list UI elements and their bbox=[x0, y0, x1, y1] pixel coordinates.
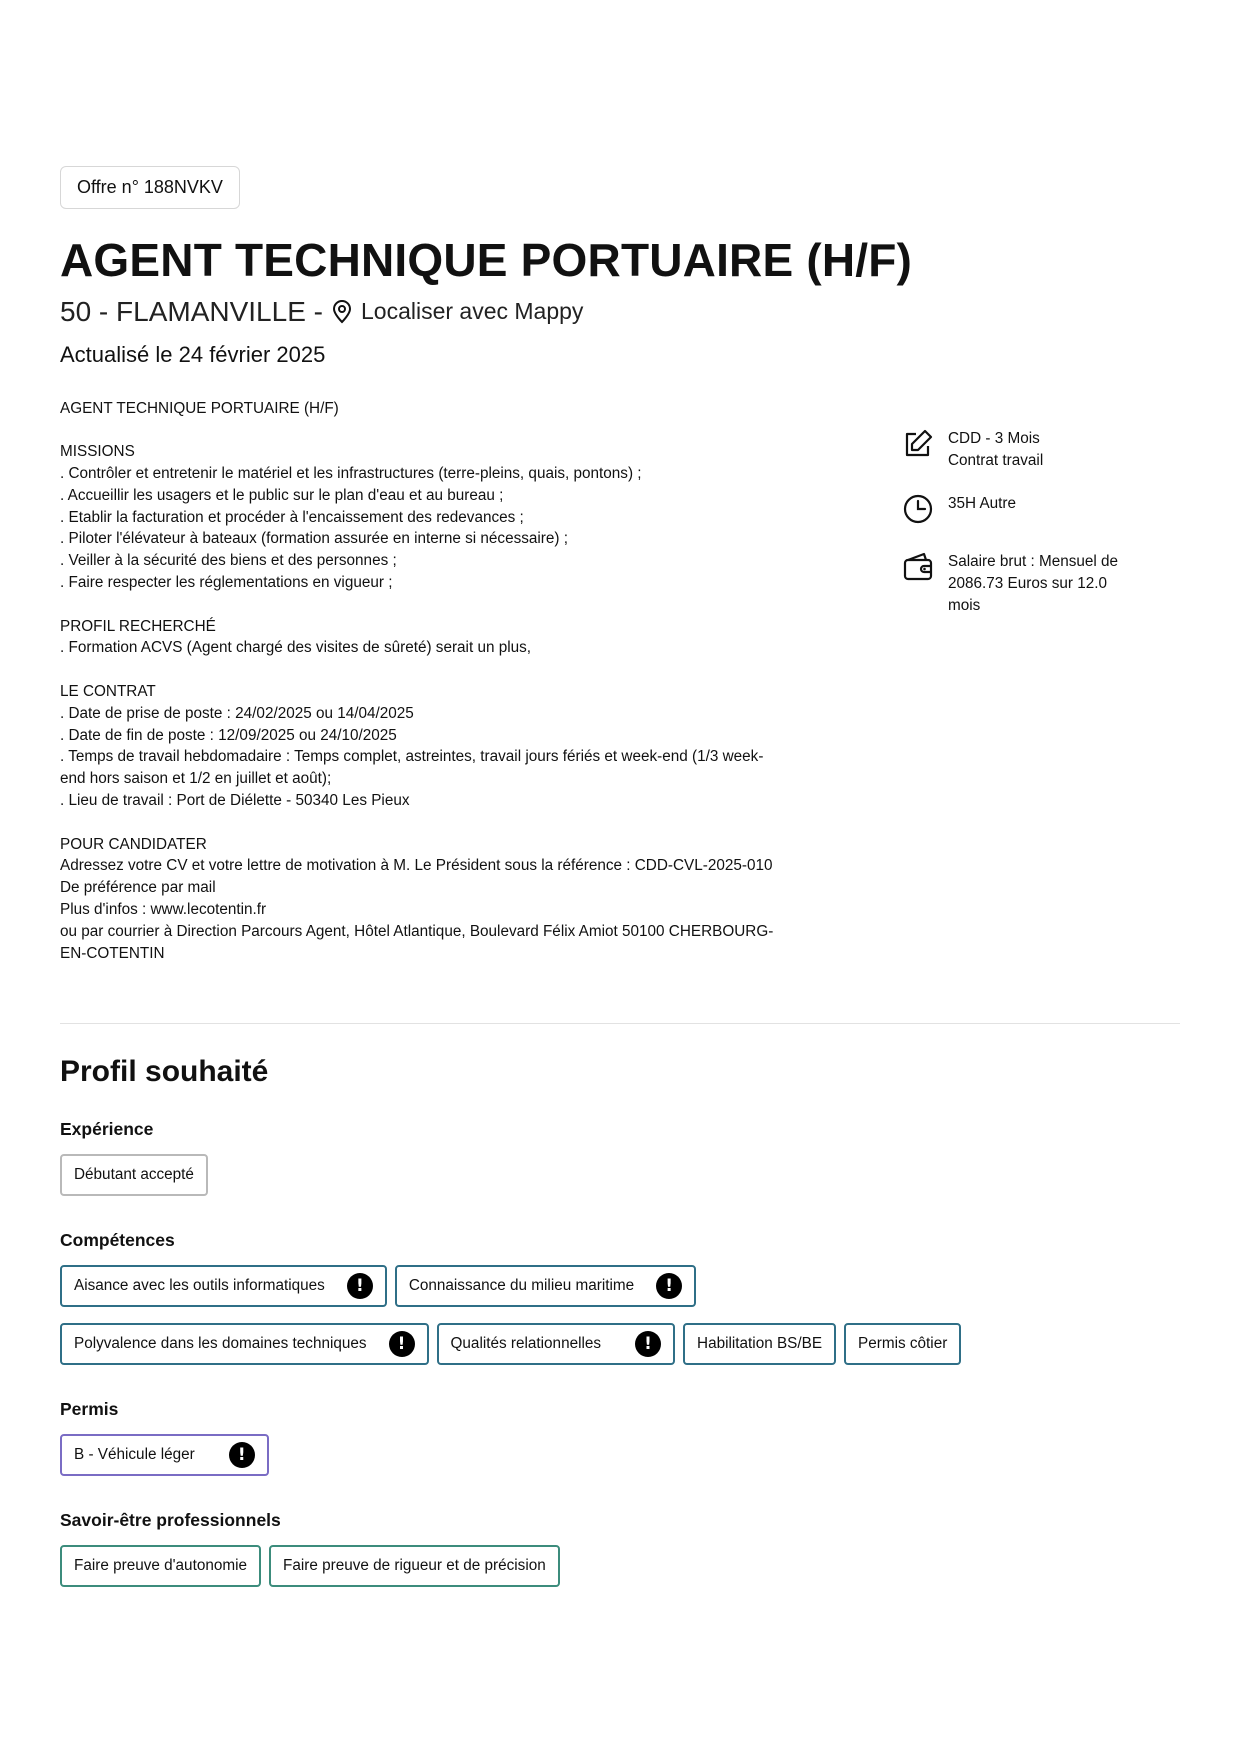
salary-line-2: 2086.73 Euros sur 12.0 bbox=[948, 574, 1108, 592]
description-line: Plus d'infos : www.lecotentin.fr bbox=[60, 900, 267, 918]
description-spacer bbox=[60, 419, 790, 441]
required-alert-icon[interactable]: ! bbox=[229, 1442, 255, 1468]
description-line: POUR CANDIDATER bbox=[60, 835, 207, 853]
wallet-icon bbox=[902, 551, 948, 588]
offer-description bbox=[60, 398, 790, 965]
skill-tag bbox=[683, 1323, 836, 1365]
soft-skill-tag: Faire preuve d'autonomie bbox=[60, 1545, 261, 1587]
skills-title: Compétences bbox=[60, 1230, 175, 1250]
description-line: ou par courrier à Direction Parcours Agent, Hôtel Atlantique, Boulevard Félix Amiot 50100 CHERBOURG- bbox=[60, 922, 774, 940]
skill-tag-label: Aisance avec les outils informatiques bbox=[74, 1277, 325, 1294]
description-line: MISSIONS bbox=[60, 443, 135, 461]
description-line: . Piloter l'élévateur à bateaux (formation assurée en interne si nécessaire) ; bbox=[60, 530, 568, 548]
salary-line-3: mois bbox=[948, 596, 981, 614]
description-line: . Date de prise de poste : 24/02/2025 ou 14/04/2025 bbox=[60, 704, 414, 722]
required-alert-icon[interactable]: ! bbox=[656, 1273, 682, 1299]
mappy-link[interactable]: Localiser avec Mappy bbox=[360, 298, 584, 325]
description-line: De préférence par mail bbox=[60, 879, 216, 897]
skill-tag bbox=[395, 1265, 696, 1307]
soft-skills-tags bbox=[60, 1545, 1060, 1587]
experience-tag: Débutant accepté bbox=[60, 1154, 208, 1196]
skill-tag-label: Qualités relationnelles bbox=[450, 1335, 602, 1352]
description-line: . Veiller à la sécurité des biens et des personnes ; bbox=[60, 552, 397, 570]
skill-tag-label: Permis côtier bbox=[858, 1335, 948, 1352]
offer-number-badge: Offre n° 188NVKV bbox=[60, 166, 240, 209]
description-line: . Lieu de travail : Port de Diélette - 50340 Les Pieux bbox=[60, 791, 410, 809]
description-line: PROFIL RECHERCHÉ bbox=[60, 617, 216, 635]
contract-nature: Contrat travail bbox=[948, 451, 1044, 469]
required-alert-icon[interactable]: ! bbox=[389, 1331, 415, 1357]
description-line: LE CONTRAT bbox=[60, 682, 156, 700]
licence-tag-label: B - Véhicule léger bbox=[74, 1446, 195, 1463]
description-line: EN-COTENTIN bbox=[60, 944, 165, 962]
experience-tags bbox=[60, 1154, 1060, 1196]
contract-type: CDD - 3 Mois bbox=[948, 429, 1040, 447]
salary-line-1: Salaire brut : Mensuel de bbox=[948, 552, 1119, 570]
hours-info bbox=[902, 493, 1142, 530]
skill-tag bbox=[60, 1323, 429, 1365]
licence-tags bbox=[60, 1434, 1060, 1476]
licence-title: Permis bbox=[60, 1399, 119, 1419]
experience-title: Expérience bbox=[60, 1119, 154, 1139]
section-divider bbox=[60, 1023, 1180, 1024]
skill-tag bbox=[437, 1323, 676, 1365]
description-line: . Accueillir les usagers et le public sur le plan d'eau et au bureau ; bbox=[60, 486, 504, 504]
offer-summary bbox=[902, 428, 1142, 638]
offer-content bbox=[60, 398, 1180, 965]
soft-skills-title: Savoir-être professionnels bbox=[60, 1510, 281, 1530]
description-line: . Date de fin de poste : 12/09/2025 ou 24/10/2025 bbox=[60, 726, 397, 744]
skill-tag-label: Connaissance du milieu maritime bbox=[408, 1277, 635, 1294]
description-line: Adressez votre CV et votre lettre de motivation à M. Le Président sous la référence : CDD-CVL-2025-010 bbox=[60, 857, 773, 875]
profile-heading: Profil souhaité bbox=[60, 1055, 269, 1088]
update-date: Actualisé le 24 février 2025 bbox=[60, 341, 326, 367]
skills-tags bbox=[60, 1265, 1060, 1365]
skill-tag bbox=[60, 1265, 387, 1307]
location-pin-icon[interactable] bbox=[331, 300, 353, 324]
description-line: . Temps de travail hebdomadaire : Temps complet, astreintes, travail jours fériés et week-end (1/3 week- bbox=[60, 748, 764, 766]
required-alert-icon[interactable]: ! bbox=[635, 1331, 661, 1357]
soft-skill-tag: Faire preuve de rigueur et de précision bbox=[269, 1545, 560, 1587]
contract-info bbox=[902, 428, 1142, 472]
description-spacer bbox=[60, 594, 790, 616]
description-line: AGENT TECHNIQUE PORTUAIRE (H/F) bbox=[60, 399, 339, 417]
skill-tag-label: Habilitation BS/BE bbox=[697, 1335, 823, 1352]
skill-tag-label: Polyvalence dans les domaines techniques bbox=[74, 1335, 367, 1352]
description-line: end hors saison et 1/2 en juillet et août); bbox=[60, 770, 332, 788]
working-hours: 35H Autre bbox=[948, 494, 1017, 512]
location-line bbox=[60, 296, 1180, 328]
description-line: . Formation ACVS (Agent chargé des visites de sûreté) serait un plus, bbox=[60, 639, 532, 657]
description-spacer bbox=[60, 812, 790, 834]
location-place: 50 - FLAMANVILLE - bbox=[60, 295, 323, 327]
desired-profile bbox=[60, 1055, 1180, 1587]
description-line: . Contrôler et entretenir le matériel et les infrastructures (terre-pleins, quais, pontons) ; bbox=[60, 464, 642, 482]
description-line: . Etablir la facturation et procéder à l'encaissement des redevances ; bbox=[60, 508, 524, 526]
licence-tag bbox=[60, 1434, 269, 1476]
salary-info bbox=[902, 551, 1142, 617]
required-alert-icon[interactable]: ! bbox=[347, 1273, 373, 1299]
description-line: . Faire respecter les réglementations en vigueur ; bbox=[60, 573, 393, 591]
description-spacer bbox=[60, 659, 790, 681]
edit-icon bbox=[902, 428, 948, 465]
skill-tag bbox=[844, 1323, 961, 1365]
clock-icon bbox=[902, 493, 948, 530]
job-title: AGENT TECHNIQUE PORTUAIRE (H/F) bbox=[60, 234, 913, 286]
job-offer bbox=[60, 166, 1180, 964]
